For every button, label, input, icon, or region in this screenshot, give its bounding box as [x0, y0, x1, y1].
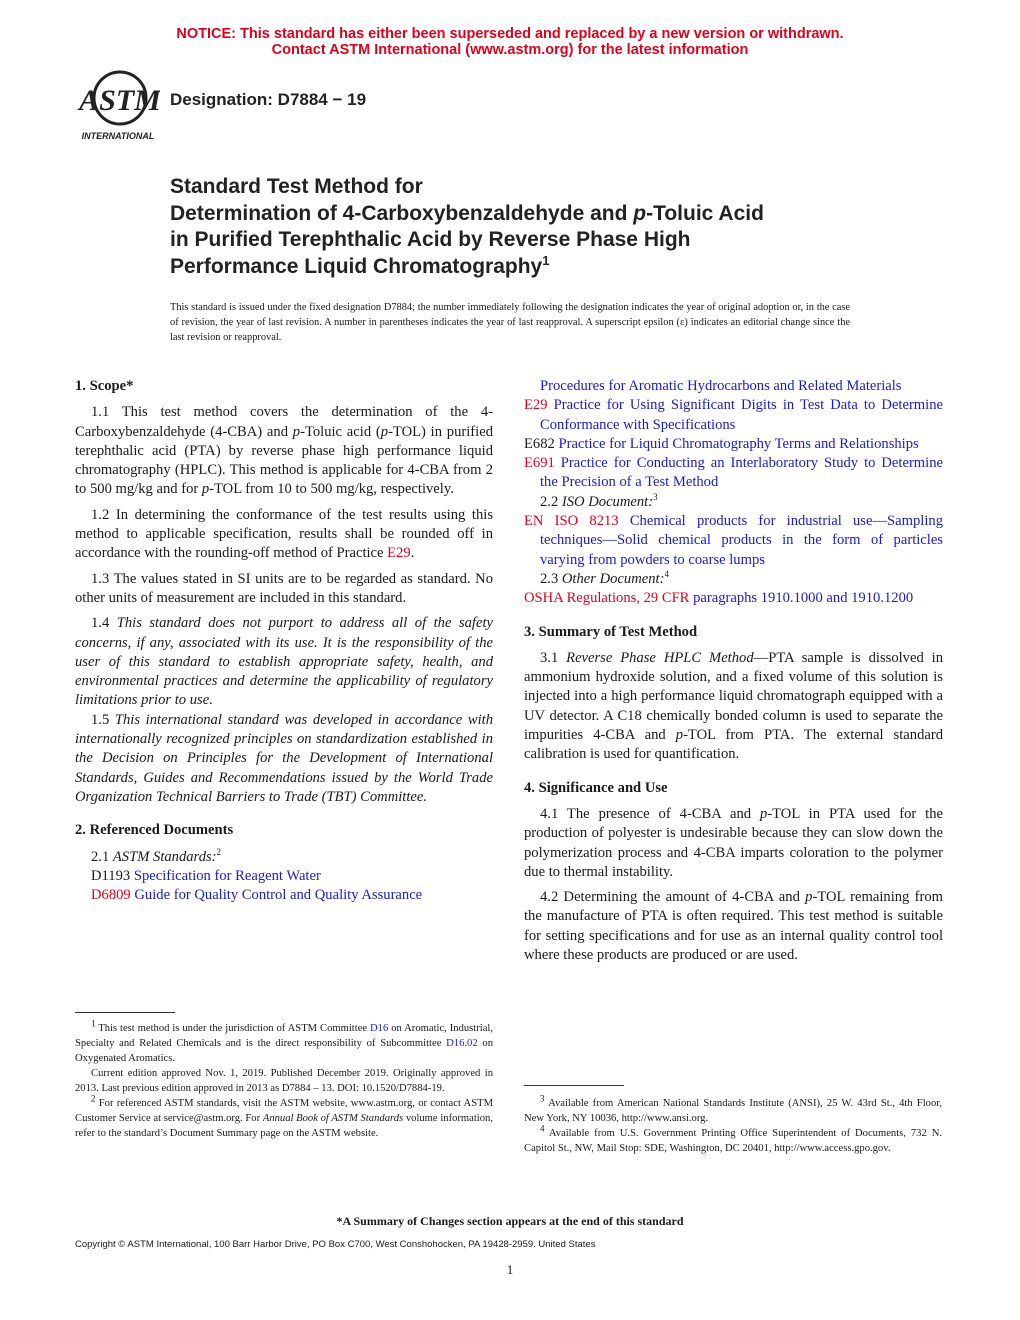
paragraph: [524, 570, 943, 589]
text: p: [760, 805, 768, 822]
title-line: [170, 201, 870, 228]
svg-text:ASTM: ASTM: [79, 84, 160, 117]
title-line: Standard Test Method for: [170, 175, 423, 198]
text: 3. Summary of Test Method: [524, 623, 698, 640]
standard-link[interactable]: E29: [387, 545, 411, 562]
footnote: [524, 1093, 942, 1126]
paragraph: [75, 506, 493, 564]
left-column: [75, 377, 493, 905]
text: ISO Document:: [561, 493, 654, 510]
notice-line-2: Contact ASTM International (www.astm.org) for the latest information: [271, 42, 749, 58]
reference-item: [91, 867, 493, 886]
text: 2.1: [91, 848, 113, 865]
copyright: Copyright © ASTM International, 100 Barr Harbor Drive, PO Box C700, West Conshohocken, PA 19428-2959. United States: [75, 1239, 596, 1250]
text: Other Document:: [561, 570, 665, 587]
footnotes-right: [524, 1093, 942, 1156]
astm-logo: [76, 66, 160, 142]
title-text: Determination of 4-Carboxybenzaldehyde and: [170, 201, 634, 225]
title-link[interactable]: Specification for Reagent Water: [133, 867, 321, 884]
footnote: [75, 1093, 493, 1141]
footnote-ref[interactable]: 1: [91, 1018, 96, 1029]
text: 3.1: [540, 649, 567, 666]
footnote: [75, 1066, 493, 1096]
text: Reverse Phase HPLC Method: [566, 649, 754, 666]
right-column: [524, 377, 944, 965]
section-heading: [524, 623, 943, 642]
text: This international standard was developed in accordance with internationally recognized principles on standardization established in the Decision on Principles for the Development of International Standards, Guides and Recommendations issued by the World Trade Organization Technical Barriers to Trade (TBT) Committee.: [75, 711, 494, 805]
footnote-ref[interactable]: 4: [664, 569, 669, 580]
paragraph: [75, 403, 493, 499]
text: This test method is under the jurisdiction of ASTM Committee: [95, 1023, 371, 1034]
title-text: Performance Liquid Chromatography: [170, 254, 543, 278]
text: p: [675, 727, 684, 744]
title-link[interactable]: paragraphs 1910.1000 and 1910.1200: [693, 590, 914, 607]
reference-item: [524, 589, 943, 608]
reference-item: [524, 396, 943, 435]
title-link[interactable]: D16: [370, 1023, 389, 1034]
reference-item: [91, 886, 493, 905]
text: Available from U.S. Government Printing Office Superintendent of Documents, 732 N. Capitol St., NW, Mail Stop: SDE, Washington, DC 20401, http://www.access.gpo.gov.: [524, 1128, 942, 1154]
footnote-ref[interactable]: 2: [91, 1093, 96, 1104]
text: E682: [524, 435, 559, 452]
title-line: [170, 254, 870, 281]
footnote-ref[interactable]: 2: [216, 846, 222, 857]
paragraph: [524, 888, 943, 965]
paragraph: [524, 649, 943, 765]
section-heading: [75, 377, 493, 396]
page-number: 1: [506, 1262, 514, 1277]
text: Current edition approved Nov. 1, 2019. Published December 2019. Originally approved in 2013. Last previous edition approved in 2013 as D7884 – 13. DOI: 10.1520/D7884-19.: [75, 1068, 493, 1094]
text: 1.3 The values stated in SI units are to be regarded as standard. No other units of measurement are included in this standard.: [75, 570, 493, 606]
supersede-notice: [0, 26, 1020, 58]
text: Available from American National Standards Institute (ANSI), 25 W. 43rd St., 4th Floor, New York, NY 10036, http://www.ansi.org.: [524, 1098, 942, 1124]
reference-item-continued: [524, 377, 943, 396]
text: For referenced ASTM standards, visit the ASTM website, www.astm.org, or contact ASTM Customer Service at service@astm.org. For: [75, 1098, 493, 1124]
notice-line-1: NOTICE: This standard has either been superseded and replaced by a new version or withdrawn.: [176, 26, 844, 42]
text: -Toluic acid (: [300, 423, 381, 440]
text: p: [201, 481, 210, 498]
footnotes-left: [75, 1018, 493, 1141]
text: .: [410, 545, 415, 562]
text: 1. Scope*: [75, 378, 134, 394]
text: p: [380, 423, 389, 440]
text: 1.4: [91, 615, 117, 632]
svg-text:INTERNATIONAL: INTERNATIONAL: [81, 131, 155, 141]
footnote: [524, 1123, 942, 1156]
title-link[interactable]: Procedures for Aromatic Hydrocarbons and Related Materials: [540, 378, 902, 394]
text: -TOL remaining from the manufacture of PTA is often required. This test method is suitable for setting specifications and for use as an internal quality control tool where these products are produced or are used.: [524, 889, 943, 964]
reference-item: [524, 512, 943, 570]
text: 1.5: [91, 711, 115, 728]
text: -TOL) in purified terephthalic acid (PTA) by reverse phase high performance liquid chromatography (HPLC). This method is applicable for 4-CBA from 2 to 500 mg/kg and for: [75, 423, 493, 498]
paragraph: [524, 493, 943, 512]
paragraph: [524, 805, 943, 882]
footnote: [75, 1018, 493, 1066]
standard-link[interactable]: E691: [524, 455, 561, 472]
title-link[interactable]: Chemical products for industrial use—Sampling techniques—Solid chemical products in the form of particles varying from powders to coarse lumps: [540, 513, 943, 568]
title-text: p: [633, 201, 647, 225]
footnote-separator: [75, 1012, 175, 1013]
title-link[interactable]: Practice for Using Significant Digits in Test Data to Determine Conformance with Specifications: [540, 397, 943, 433]
text: This standard does not purport to address all of the safety concerns, if any, associated with its use. It is the responsibility of the user of this standard to establish appropriate safety, health, and environmental practices and determine the applicability of regulatory limitations prior to use.: [75, 615, 493, 709]
text: 1.1 This test method covers the determination of the 4-Carboxybenzaldehyde (4-CBA) and: [75, 404, 493, 440]
document-title: [170, 174, 870, 280]
text: D1193: [91, 867, 134, 884]
text: -TOL from PTA. The external standard calibration is used for quantification.: [524, 727, 943, 763]
title-text: -Toluic Acid: [646, 201, 764, 225]
text: 4.2 Determining the amount of 4-CBA and: [540, 889, 806, 906]
text: —PTA sample is dissolved in ammonium hydroxide solution, and a fixed volume of this solution is injected into a high performance liquid chromatograph equipped with a UV detector. A C18 chemically bonded column is used to separate the impurities 4-CBA and: [524, 649, 944, 744]
standard-link[interactable]: EN ISO 8213: [524, 513, 630, 530]
section-heading: [524, 779, 943, 798]
standard-link[interactable]: D6809: [91, 887, 135, 904]
text: 2. Referenced Documents: [75, 822, 234, 839]
text: -TOL from 10 to 500 mg/kg, respectively.: [209, 481, 454, 498]
text: Annual Book of ASTM Standards: [262, 1113, 404, 1124]
footnote-separator: [524, 1085, 624, 1086]
footnote-ref[interactable]: 1: [542, 252, 550, 268]
standard-link[interactable]: OSHA Regulations, 29 CFR: [524, 590, 694, 607]
text: on Oxygenated Aromatics.: [75, 1038, 493, 1064]
paragraph: [75, 614, 493, 710]
footnote-ref[interactable]: 3: [653, 491, 658, 502]
text: volume information, refer to the standard’s Document Summary page on the ASTM website.: [75, 1113, 493, 1139]
paragraph: [75, 848, 493, 867]
text: ASTM Standards:: [112, 848, 217, 865]
text: on Aromatic, Industrial, Specialty and Related Chemicals and is the direct responsibility of Subcommittee: [75, 1023, 493, 1049]
reference-item: [524, 454, 943, 493]
reference-item: [524, 435, 943, 454]
standard-link[interactable]: E29: [524, 397, 554, 414]
title-link[interactable]: Practice for Conducting an Interlaboratory Study to Determine the Precision of a Test Method: [540, 455, 943, 491]
text: 1.2 In determining the conformance of the test results using this method to applicable specification, results shall be rounded off in accordance with the rounding-off method of Practice: [75, 506, 493, 562]
designation-note: This standard is issued under the fixed designation D7884; the number immediately following the designation indicates the year of original adoption or, in the case of revision, the year of last revision. A number in parentheses indicates the year of last reapproval. A superscript epsilon (ε) indicates an editorial change since the last revision or reapproval.: [170, 302, 850, 343]
title-link[interactable]: D16.02: [446, 1038, 478, 1049]
footnote-ref[interactable]: 4: [540, 1123, 545, 1134]
text: 4. Significance and Use: [524, 779, 668, 796]
title-line: in Purified Terephthalic Acid by Reverse Phase High: [170, 228, 691, 251]
text: p: [292, 423, 301, 440]
footnote-ref[interactable]: 3: [540, 1093, 545, 1104]
designation: Designation: D7884 − 19: [170, 90, 367, 109]
text: 2.3: [540, 570, 562, 587]
text: p: [805, 889, 813, 906]
text: -TOL in PTA used for the production of polyester is undesirable because they can slow down the polymerization process and 4-CBA imparts coloration to the polymer due to thermal instability.: [524, 805, 944, 880]
summary-of-changes-note: *A Summary of Changes section appears at the end of this standard: [336, 1214, 684, 1228]
text: 4.1 The presence of 4-CBA and: [540, 805, 760, 822]
title-link[interactable]: Practice for Liquid Chromatography Terms and Relationships: [558, 435, 919, 452]
title-link[interactable]: Guide for Quality Control and Quality Assurance: [134, 887, 423, 904]
paragraph: [75, 711, 493, 807]
paragraph: [75, 570, 493, 609]
text: 2.2: [540, 493, 562, 510]
section-heading: [75, 821, 493, 840]
